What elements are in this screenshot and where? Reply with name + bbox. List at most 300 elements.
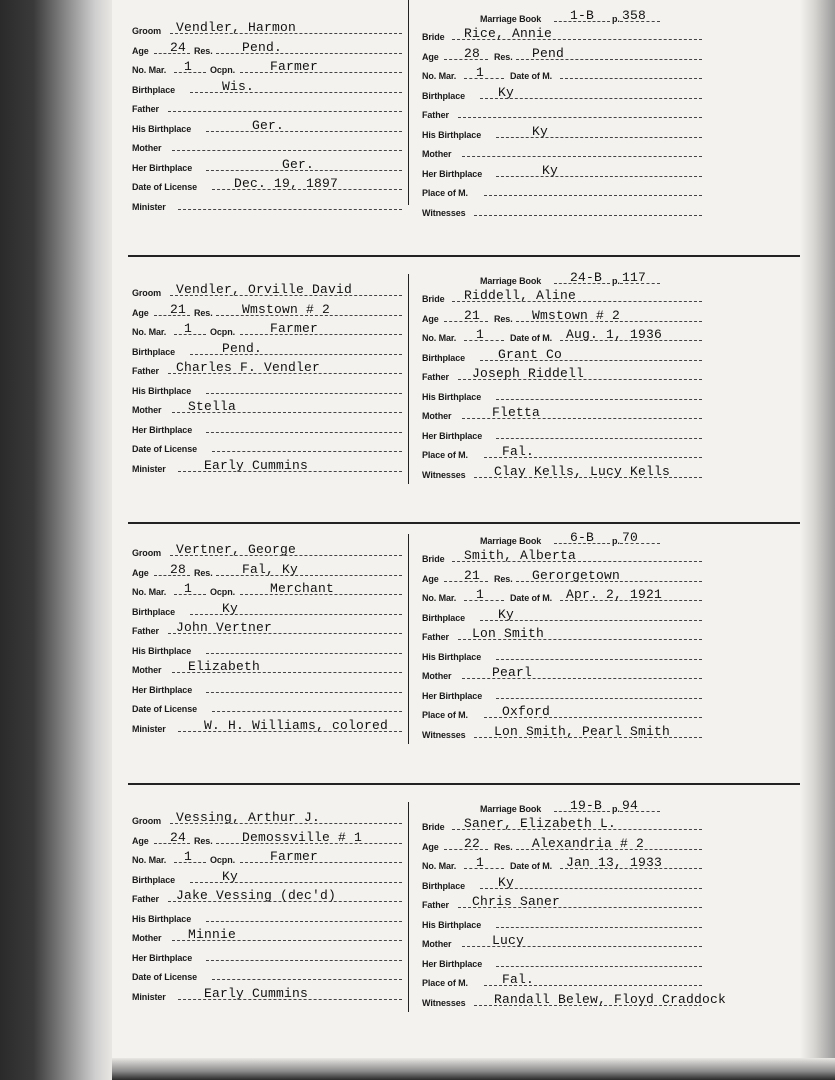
groom-nomar-ocpn-label-1: Ocpn.	[210, 65, 236, 75]
groom-name-value: Vessing, Arthur J.	[176, 810, 321, 825]
groom-his-birthplace-label: His Birthplace	[132, 913, 192, 924]
bride-name-value: Smith, Alberta	[464, 548, 577, 563]
groom-his-birthplace-value: Ger.	[252, 117, 285, 133]
bride-place-of-m-label: Place of M.	[422, 188, 468, 198]
page-label: p.	[612, 14, 620, 24]
bride-name-value: Saner, Elizabeth L.	[464, 816, 617, 831]
groom-age-res	[132, 828, 404, 846]
groom-minister	[132, 456, 404, 474]
groom-her-birthplace	[132, 417, 404, 435]
bride-her-birthplace	[422, 683, 704, 701]
groom-birthplace-value: Wis.	[222, 78, 255, 94]
groom-name	[132, 18, 404, 36]
bride-nomar-date-label: No. Mar.	[422, 861, 457, 871]
index-card-sheet	[112, 0, 835, 1080]
bride-birthplace	[422, 345, 704, 363]
groom-father-label: Father	[132, 894, 159, 904]
column-divider	[408, 802, 409, 1012]
bride-witnesses-label: Witnesses	[422, 469, 466, 480]
bride-nomar-date-value-1: Jan 13, 1933	[566, 855, 663, 870]
bride-mother	[422, 663, 704, 681]
bride-birthplace	[422, 83, 704, 101]
groom-her-birthplace	[132, 155, 404, 173]
bride-place-of-m	[422, 702, 704, 720]
marriage-book-label: Marriage Book	[480, 804, 542, 814]
bride-witnesses-value: Lon Smith, Pearl Smith	[494, 723, 671, 739]
bride-nomar-date-label: No. Mar.	[422, 593, 457, 603]
groom-mother-line	[172, 150, 402, 151]
groom-date-of-license-label: Date of License	[132, 704, 198, 714]
bride-birthplace-value: Ky	[498, 874, 515, 890]
groom-father	[132, 96, 404, 114]
groom-mother-label: Mother	[132, 143, 162, 153]
groom-nomar-ocpn-label: No. Mar.	[132, 587, 167, 597]
column-divider	[408, 0, 409, 205]
bride-nomar-date-label-1: Date of M.	[510, 593, 553, 603]
bride-place-of-m-label: Place of M.	[422, 978, 468, 988]
groom-age-res-label: Age	[132, 835, 149, 846]
groom-his-birthplace-label: His Birthplace	[132, 123, 192, 134]
groom-name	[132, 280, 404, 298]
groom-date-of-license	[132, 696, 404, 714]
bride-witnesses-label: Witnesses	[422, 997, 466, 1008]
groom-age-res-label: Age	[132, 307, 149, 318]
bride-mother	[422, 141, 704, 159]
record-separator	[128, 522, 828, 524]
groom-name	[132, 540, 404, 558]
groom-age-res-value-1: Fal, Ky	[242, 561, 299, 577]
bride-mother-value: Fletta	[492, 405, 541, 420]
column-divider	[408, 274, 409, 484]
bride-place-of-m	[422, 442, 704, 460]
groom-date-of-license-value: Dec. 19, 1897	[234, 176, 339, 191]
page-label: p.	[612, 536, 620, 546]
bride-birthplace-value: Grant Co	[498, 346, 563, 362]
groom-age-res	[132, 560, 404, 578]
groom-mother	[132, 657, 404, 675]
bride-age-res-label-1: Res.	[494, 841, 513, 852]
bride-age-res-value-1: Pend	[532, 45, 565, 61]
groom-father-label: Father	[132, 626, 159, 636]
bride-age-res-value-1: Gerorgetown	[532, 567, 621, 583]
groom-birthplace-label: Birthplace	[132, 606, 176, 617]
groom-mother-label: Mother	[132, 405, 162, 415]
groom-birthplace-value: Ky	[222, 868, 239, 884]
marriage-book-label: Marriage Book	[480, 276, 542, 286]
groom-his-birthplace-line	[206, 393, 402, 394]
groom-her-birthplace-value: Ger.	[282, 156, 315, 172]
groom-nomar-ocpn-line-1	[240, 334, 402, 335]
bride-his-birthplace-label: His Birthplace	[422, 919, 482, 930]
bride-witnesses	[422, 990, 727, 1008]
groom-age-res	[132, 300, 404, 318]
bride-witnesses-line	[474, 215, 702, 216]
bride-her-birthplace-label: Her Birthplace	[422, 958, 483, 969]
groom-age-res-value: 24	[170, 829, 187, 845]
groom-his-birthplace	[132, 116, 404, 134]
bride-mother	[422, 403, 704, 421]
groom-date-of-license-label: Date of License	[132, 444, 198, 454]
bride-father-label: Father	[422, 110, 449, 120]
scan-right-edge	[800, 0, 835, 1080]
groom-name-label: Groom	[132, 816, 162, 826]
bride-name-label: Bride	[422, 32, 445, 42]
record-separator	[128, 783, 828, 785]
groom-nomar-ocpn	[132, 847, 404, 865]
groom-birthplace-value: Ky	[222, 600, 239, 616]
bride-father-label: Father	[422, 632, 449, 642]
groom-minister-value: W. H. Williams, colored	[204, 717, 389, 733]
bride-mother-value: Pearl	[492, 665, 533, 680]
bride-birthplace-label: Birthplace	[422, 90, 466, 101]
groom-nomar-ocpn-label: No. Mar.	[132, 65, 167, 75]
bride-mother-line	[462, 156, 702, 157]
bride-name	[422, 546, 704, 564]
bride-nomar-date-label: No. Mar.	[422, 71, 457, 81]
bride-nomar-date	[422, 853, 704, 871]
groom-nomar-ocpn-value: 1	[184, 849, 193, 864]
bride-birthplace-value: Ky	[498, 606, 515, 622]
page-label: p.	[612, 804, 620, 814]
groom-date-of-license	[132, 436, 404, 454]
groom-date-of-license	[132, 174, 404, 192]
bride-his-birthplace-line	[496, 137, 702, 138]
bride-her-birthplace-line	[496, 698, 702, 699]
bride-his-birthplace-line	[496, 659, 702, 660]
groom-nomar-ocpn	[132, 57, 404, 75]
groom-mother	[132, 397, 404, 415]
marriage-book-ref	[480, 268, 700, 286]
bride-his-birthplace-line	[496, 399, 702, 400]
bride-age-res-value: 22	[464, 835, 481, 851]
bride-place-of-m-label: Place of M.	[422, 710, 468, 720]
page-label: p.	[612, 276, 620, 286]
groom-minister-label: Minister	[132, 201, 166, 212]
groom-nomar-ocpn-label: No. Mar.	[132, 327, 167, 337]
groom-father-label: Father	[132, 366, 159, 376]
bride-father	[422, 892, 704, 910]
groom-age-res-value-1: Wmstown # 2	[242, 301, 331, 317]
bride-her-birthplace	[422, 951, 704, 969]
groom-nomar-ocpn-value: 1	[184, 581, 193, 596]
bride-age-res-value: 28	[464, 45, 481, 61]
groom-nomar-ocpn	[132, 579, 404, 597]
bride-nomar-date-value: 1	[476, 65, 485, 80]
groom-name-label: Groom	[132, 26, 162, 36]
bride-name	[422, 814, 704, 832]
bride-age-res-label: Age	[422, 313, 439, 324]
groom-name	[132, 808, 404, 826]
bride-mother-label: Mother	[422, 939, 452, 949]
groom-age-res-label-1: Res.	[194, 307, 213, 318]
groom-mother-value: Stella	[188, 399, 237, 414]
bride-nomar-date-label-1: Date of M.	[510, 71, 553, 81]
groom-her-birthplace-label: Her Birthplace	[132, 162, 193, 173]
bride-place-of-m-value: Oxford	[502, 704, 551, 719]
bride-witnesses-value: Clay Kells, Lucy Kells	[494, 463, 671, 479]
groom-nomar-ocpn	[132, 319, 404, 337]
groom-nomar-ocpn-value: 1	[184, 59, 193, 74]
bride-name-label: Bride	[422, 294, 445, 304]
groom-father-value: Jake Vessing (dec'd)	[176, 888, 337, 903]
groom-his-birthplace	[132, 906, 404, 924]
groom-mother-label: Mother	[132, 933, 162, 943]
groom-age-res-value: 21	[170, 301, 187, 317]
groom-father	[132, 886, 404, 904]
groom-her-birthplace-label: Her Birthplace	[132, 952, 193, 963]
bride-nomar-date	[422, 63, 704, 81]
groom-nomar-ocpn-line-1	[240, 862, 402, 863]
bride-father-value: Chris Saner	[472, 894, 561, 909]
bride-nomar-date	[422, 325, 704, 343]
bride-witnesses	[422, 200, 704, 218]
groom-her-birthplace-line	[206, 692, 402, 693]
bride-place-of-m-value: Fal.	[502, 972, 535, 987]
groom-minister	[132, 194, 404, 212]
groom-mother-value: Elizabeth	[188, 659, 261, 674]
groom-father-label: Father	[132, 104, 159, 114]
bride-nomar-date	[422, 585, 704, 603]
groom-age-res-value-1: Pend.	[242, 39, 283, 55]
bride-nomar-date-value: 1	[476, 587, 485, 602]
groom-his-birthplace	[132, 378, 404, 396]
marriage-book-ref	[480, 6, 700, 24]
groom-age-res-label: Age	[132, 45, 149, 56]
bride-place-of-m-label: Place of M.	[422, 450, 468, 460]
groom-his-birthplace-line	[206, 131, 402, 132]
groom-birthplace-label: Birthplace	[132, 346, 176, 357]
groom-date-of-license-line	[212, 979, 402, 980]
bride-place-of-m	[422, 970, 704, 988]
groom-minister-line	[178, 209, 402, 210]
groom-her-birthplace	[132, 677, 404, 695]
groom-nomar-ocpn-line-1	[240, 72, 402, 73]
groom-birthplace-label: Birthplace	[132, 874, 176, 885]
groom-date-of-license	[132, 964, 404, 982]
groom-mother-label: Mother	[132, 665, 162, 675]
groom-name-value: Vertner, George	[176, 542, 297, 557]
bride-her-birthplace	[422, 423, 704, 441]
bride-nomar-date-label-1: Date of M.	[510, 861, 553, 871]
bride-nomar-date-value: 1	[476, 855, 485, 870]
bride-witnesses-value: Randall Belew, Floyd Craddock	[494, 991, 727, 1007]
bride-his-birthplace	[422, 912, 704, 930]
groom-minister	[132, 716, 404, 734]
groom-date-of-license-line	[212, 451, 402, 452]
record-separator	[128, 255, 828, 257]
bride-age-res-label: Age	[422, 51, 439, 62]
bride-witnesses-label: Witnesses	[422, 207, 466, 218]
groom-nomar-ocpn-value-1: Farmer	[270, 849, 319, 864]
groom-date-of-license-label: Date of License	[132, 182, 198, 192]
groom-mother	[132, 135, 404, 153]
marriage-book-value: 6-B	[570, 530, 595, 545]
bride-father-value: Joseph Riddell	[472, 366, 585, 381]
groom-nomar-ocpn-label-1: Ocpn.	[210, 587, 236, 597]
bride-her-birthplace-line	[496, 966, 702, 967]
bride-place-of-m-line	[484, 195, 702, 196]
groom-minister-value: Early Cummins	[204, 457, 309, 473]
groom-his-birthplace-label: His Birthplace	[132, 385, 192, 396]
groom-mother	[132, 925, 404, 943]
bride-her-birthplace-line	[496, 438, 702, 439]
bride-nomar-date-value: 1	[476, 327, 485, 342]
bride-father-value: Lon Smith	[472, 626, 545, 641]
bride-nomar-date-value-1: Aug. 1, 1936	[566, 327, 663, 342]
column-divider	[408, 534, 409, 744]
bride-father	[422, 624, 704, 642]
bride-her-birthplace-label: Her Birthplace	[422, 168, 483, 179]
groom-name-value: Vendler, Harmon	[176, 20, 297, 35]
bride-mother-label: Mother	[422, 671, 452, 681]
groom-his-birthplace	[132, 638, 404, 656]
bride-his-birthplace-line	[496, 927, 702, 928]
scan-left-edge	[0, 0, 112, 1080]
bride-name-value: Rice, Annie	[464, 26, 553, 41]
bride-birthplace-label: Birthplace	[422, 352, 466, 363]
bride-name	[422, 24, 704, 42]
groom-father	[132, 618, 404, 636]
bride-father	[422, 102, 704, 120]
groom-age-res-label-1: Res.	[194, 835, 213, 846]
marriage-record	[112, 790, 835, 1045]
groom-minister-label: Minister	[132, 463, 166, 474]
bride-his-birthplace	[422, 644, 704, 662]
groom-minister-value: Early Cummins	[204, 985, 309, 1001]
groom-age-res	[132, 38, 404, 56]
bride-age-res-label-1: Res.	[494, 51, 513, 62]
groom-name-label: Groom	[132, 548, 162, 558]
groom-nomar-ocpn-value-1: Farmer	[270, 59, 319, 74]
bride-her-birthplace-label: Her Birthplace	[422, 690, 483, 701]
bride-witnesses	[422, 462, 704, 480]
groom-birthplace	[132, 867, 404, 885]
groom-birthplace-value: Pend.	[222, 340, 263, 356]
bride-birthplace	[422, 873, 704, 891]
bride-age-res	[422, 834, 704, 852]
groom-date-of-license-label: Date of License	[132, 972, 198, 982]
bride-birthplace-value: Ky	[498, 84, 515, 100]
groom-mother-value: Minnie	[188, 927, 237, 942]
bride-mother-label: Mother	[422, 149, 452, 159]
groom-nomar-ocpn-value: 1	[184, 321, 193, 336]
bride-nomar-date-line-1	[560, 78, 702, 79]
bride-his-birthplace	[422, 384, 704, 402]
bride-father-line	[458, 117, 702, 118]
bride-age-res-label-1: Res.	[494, 313, 513, 324]
bride-witnesses	[422, 722, 704, 740]
bride-father	[422, 364, 704, 382]
groom-date-of-license-line	[212, 711, 402, 712]
bride-birthplace	[422, 605, 704, 623]
groom-age-res-label: Age	[132, 567, 149, 578]
marriage-book-ref	[480, 796, 700, 814]
bride-name-label: Bride	[422, 822, 445, 832]
bride-nomar-date-label-1: Date of M.	[510, 333, 553, 343]
bride-nomar-date-value-1: Apr. 2, 1921	[566, 587, 663, 602]
groom-name-label: Groom	[132, 288, 162, 298]
marriage-book-ref	[480, 528, 700, 546]
page-value: 117	[622, 270, 647, 285]
groom-minister-label: Minister	[132, 991, 166, 1002]
groom-birthplace	[132, 77, 404, 95]
bride-his-birthplace-value: Ky	[532, 123, 549, 139]
groom-her-birthplace-label: Her Birthplace	[132, 684, 193, 695]
groom-nomar-ocpn-label-1: Ocpn.	[210, 855, 236, 865]
bride-birthplace-label: Birthplace	[422, 880, 466, 891]
bride-her-birthplace-value: Ky	[542, 162, 559, 178]
bride-place-of-m	[422, 180, 704, 198]
marriage-record	[112, 262, 835, 517]
groom-age-res-label-1: Res.	[194, 567, 213, 578]
bride-name	[422, 286, 704, 304]
marriage-book-value: 19-B	[570, 798, 603, 813]
bride-age-res-value-1: Alexandria # 2	[532, 835, 645, 851]
groom-father-value: Charles F. Vendler	[176, 360, 321, 375]
bride-age-res-label: Age	[422, 573, 439, 584]
groom-nomar-ocpn-value-1: Merchant	[270, 581, 335, 596]
groom-age-res-label-1: Res.	[194, 45, 213, 56]
bride-age-res	[422, 44, 704, 62]
groom-his-birthplace-line	[206, 921, 402, 922]
marriage-book-value: 1-B	[570, 8, 595, 23]
bride-age-res-label: Age	[422, 841, 439, 852]
groom-minister	[132, 984, 404, 1002]
bride-name-label: Bride	[422, 554, 445, 564]
groom-birthplace-label: Birthplace	[132, 84, 176, 95]
bride-mother-value: Lucy	[492, 933, 525, 948]
groom-father-line	[168, 111, 402, 112]
bride-mother-label: Mother	[422, 411, 452, 421]
marriage-record	[112, 522, 835, 777]
bride-her-birthplace-line	[496, 176, 702, 177]
bride-age-res-value-1: Wmstown # 2	[532, 307, 621, 323]
bride-age-res	[422, 306, 704, 324]
groom-her-birthplace-line	[206, 960, 402, 961]
bride-name-value: Riddell, Aline	[464, 288, 577, 303]
groom-name-value: Vendler, Orville David	[176, 282, 353, 297]
groom-age-res-value-1: Demossville # 1	[242, 829, 363, 845]
bride-nomar-date-label: No. Mar.	[422, 333, 457, 343]
marriage-book-label: Marriage Book	[480, 536, 542, 546]
page-value: 70	[622, 530, 639, 545]
page-value: 94	[622, 798, 639, 813]
bride-his-birthplace-label: His Birthplace	[422, 651, 482, 662]
bride-age-res-label-1: Res.	[494, 573, 513, 584]
bride-place-of-m-value: Fal.	[502, 444, 535, 459]
groom-her-birthplace-line	[206, 432, 402, 433]
bride-witnesses-label: Witnesses	[422, 729, 466, 740]
marriage-book-label: Marriage Book	[480, 14, 542, 24]
groom-father	[132, 358, 404, 376]
groom-nomar-ocpn-label-1: Ocpn.	[210, 327, 236, 337]
groom-his-birthplace-label: His Birthplace	[132, 645, 192, 656]
bride-his-birthplace	[422, 122, 704, 140]
groom-nomar-ocpn-label: No. Mar.	[132, 855, 167, 865]
groom-minister-label: Minister	[132, 723, 166, 734]
bride-age-res-value: 21	[464, 307, 481, 323]
bride-her-birthplace-label: Her Birthplace	[422, 430, 483, 441]
groom-her-birthplace-label: Her Birthplace	[132, 424, 193, 435]
groom-age-res-value: 24	[170, 39, 187, 55]
bride-age-res	[422, 566, 704, 584]
bride-his-birthplace-label: His Birthplace	[422, 391, 482, 402]
marriage-book-value: 24-B	[570, 270, 603, 285]
groom-nomar-ocpn-value-1: Farmer	[270, 321, 319, 336]
bride-father-label: Father	[422, 372, 449, 382]
groom-age-res-value: 28	[170, 561, 187, 577]
bride-her-birthplace	[422, 161, 704, 179]
